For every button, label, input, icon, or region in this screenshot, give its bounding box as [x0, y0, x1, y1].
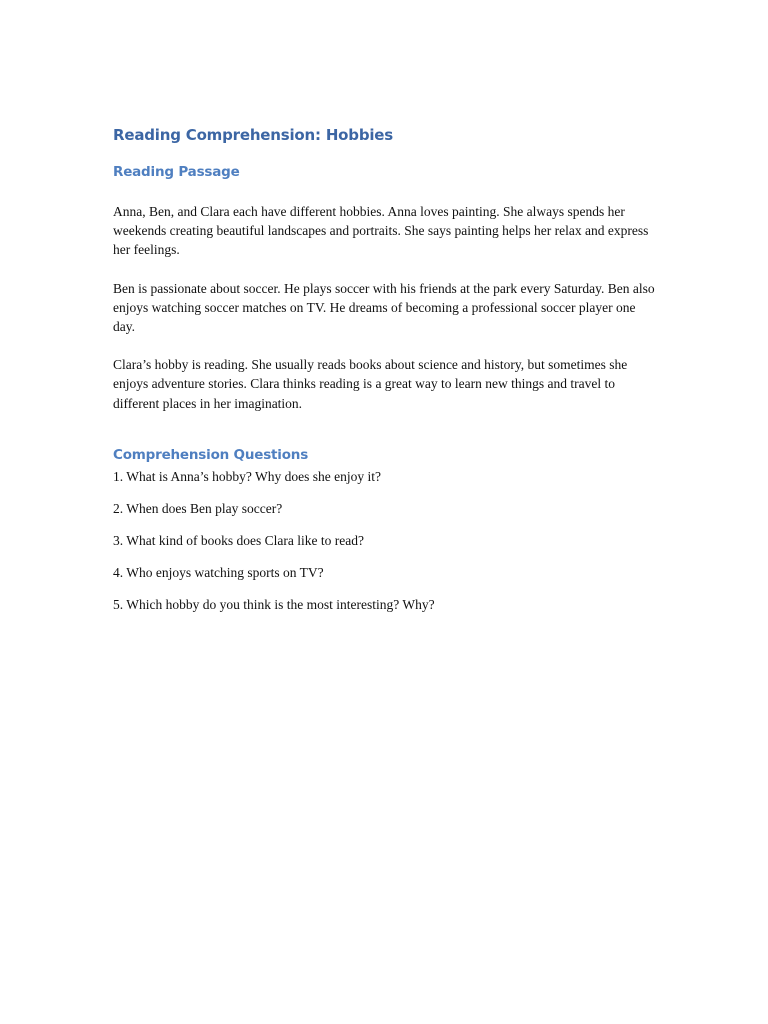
passage-paragraph-anna: Anna, Ben, and Clara each have different hobbies. Anna loves painting. She always spends her weekends creating beautiful landscapes and portraits. She says painting helps her relax and express her feelings. [113, 204, 649, 258]
question-list [113, 467, 768, 614]
question-item: 2. When does Ben play soccer? [113, 500, 283, 516]
reading-passage [113, 202, 768, 413]
question-item: 1. What is Anna’s hobby? Why does she enjoy it? [113, 468, 381, 484]
reading-passage-heading: Reading Passage [113, 164, 240, 180]
page-title: Reading Comprehension: Hobbies [113, 126, 393, 144]
comprehension-questions-heading: Comprehension Questions [113, 446, 309, 463]
question-item: 5. Which hobby do you think is the most interesting? Why? [113, 596, 435, 612]
question-item: 3. What kind of books does Clara like to read? [113, 532, 364, 548]
passage-paragraph-clara: Clara’s hobby is reading. She usually reads books about science and history, but sometimes she enjoys adventure stories. Clara thinks reading is a great way to learn new things and travel to different places in her imagination. [113, 357, 628, 411]
passage-paragraph-ben: Ben is passionate about soccer. He plays soccer with his friends at the park every Saturday. Ben also enjoys watching soccer matches on TV. He dreams of becoming a professional soccer player one day. [113, 280, 655, 335]
question-item: 4. Who enjoys watching sports on TV? [113, 564, 324, 580]
